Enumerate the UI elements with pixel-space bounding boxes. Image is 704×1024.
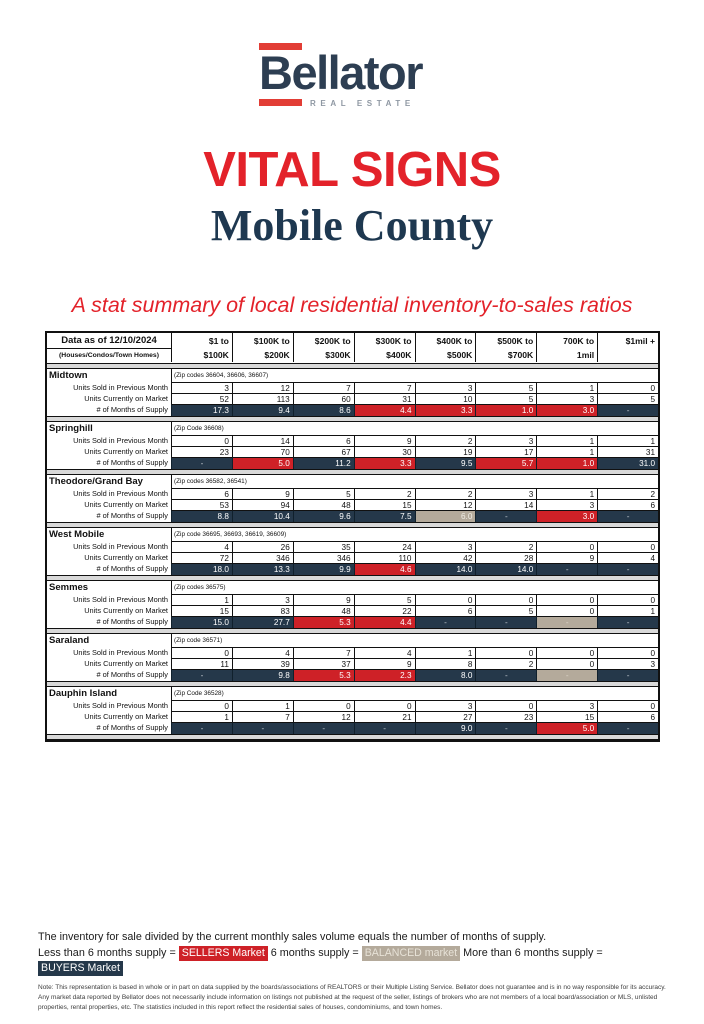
value-cell: 3 (475, 488, 536, 499)
supply-row (47, 510, 658, 522)
sold-row (47, 435, 658, 446)
value-cell: 346 (232, 552, 293, 563)
report-tagline: A stat summary of local residential inventory-to-sales ratios (71, 293, 633, 317)
value-cell: 42 (415, 552, 476, 563)
value-cell: 0 (293, 700, 354, 711)
zip-codes: (Zip codes 36604, 36606, 36607) (171, 369, 658, 382)
brand-logo-inner (238, 38, 466, 118)
row-label: Units Sold in Previous Month (73, 701, 168, 710)
section-name: Semmes (49, 582, 89, 593)
supply-row (47, 563, 658, 575)
supply-cell-buyers: 14.0 (475, 563, 536, 575)
zip-codes: (Zip codes 36575) (171, 581, 658, 594)
legend-text: 6 months supply = (267, 947, 362, 959)
value-cell: 83 (232, 605, 293, 616)
value-cell: 9 (232, 488, 293, 499)
value-cell: 60 (293, 393, 354, 404)
value-cell: 9 (536, 552, 597, 563)
value-cell: 5 (597, 393, 658, 404)
value-cell: 3 (415, 700, 476, 711)
row-label: Units Sold in Previous Month (73, 489, 168, 498)
price-range-header (536, 333, 597, 362)
value-cell: 2 (475, 658, 536, 669)
supply-cell-sellers: 1.0 (475, 404, 536, 416)
sold-row (47, 594, 658, 605)
value-cell: 4 (354, 647, 415, 658)
supply-row (47, 669, 658, 681)
value-cell: 0 (597, 541, 658, 552)
vital-signs-table (45, 331, 660, 742)
supply-cell-buyers: - (475, 510, 536, 522)
value-cell: 0 (597, 382, 658, 393)
value-cell: 0 (354, 700, 415, 711)
logo-red-bar-bottom (259, 99, 302, 106)
price-range-line2: $300K (325, 350, 351, 360)
supply-cell-buyers: 8.6 (293, 404, 354, 416)
market-row (47, 393, 658, 404)
section-separator-row (47, 734, 658, 740)
price-range-line2: $400K (386, 350, 412, 360)
value-cell: 3 (536, 499, 597, 510)
supply-cell-buyers: 9.6 (293, 510, 354, 522)
legend-badge-sellers: SELLERS Market (179, 946, 268, 961)
value-cell: 30 (354, 446, 415, 457)
price-range-header (597, 333, 658, 362)
value-cell: 6 (293, 435, 354, 446)
section-header-row (47, 475, 658, 488)
value-cell: 9 (354, 658, 415, 669)
value-cell: 3 (171, 382, 232, 393)
corner-title: Data as of 12/10/2024 (47, 333, 171, 349)
value-cell: 9 (354, 435, 415, 446)
value-cell: 0 (171, 700, 232, 711)
supply-cell-sellers: 4.6 (354, 563, 415, 575)
price-range-line2: $700K (507, 350, 534, 360)
value-cell: 0 (536, 658, 597, 669)
value-cell: 1 (597, 605, 658, 616)
value-cell: 5 (475, 382, 536, 393)
supply-cell-buyers: - (597, 616, 658, 628)
row-label: Units Sold in Previous Month (73, 648, 168, 657)
brand-name: Bellator (259, 46, 422, 99)
value-cell: 14 (232, 435, 293, 446)
market-row (47, 552, 658, 563)
supply-cell-sellers: 1.0 (536, 457, 597, 469)
legend-text: More than 6 months supply = (460, 947, 603, 959)
value-cell: 2 (475, 541, 536, 552)
supply-cell-buyers: - (597, 722, 658, 734)
supply-cell-buyers: 31.0 (597, 457, 658, 469)
value-cell: 6 (597, 499, 658, 510)
section-separator (47, 734, 658, 740)
value-cell: 0 (597, 700, 658, 711)
zip-codes: (Zip Code 36608) (171, 422, 658, 435)
value-cell: 1 (171, 711, 232, 722)
value-cell: 11 (171, 658, 232, 669)
section-name: Springhill (49, 423, 93, 434)
value-cell: 3 (232, 594, 293, 605)
market-row (47, 499, 658, 510)
value-cell: 7 (293, 647, 354, 658)
value-cell: 10 (415, 393, 476, 404)
value-cell: 7 (293, 382, 354, 393)
supply-cell-sellers: 5.3 (293, 669, 354, 681)
supply-cell-buyers: - (171, 669, 232, 681)
supply-cell-sellers: 3.3 (415, 404, 476, 416)
supply-cell-buyers: 9.5 (415, 457, 476, 469)
value-cell: 48 (293, 499, 354, 510)
price-range-line2: $200K (264, 350, 290, 360)
value-cell: 22 (354, 605, 415, 616)
supply-cell-buyers: - (354, 722, 415, 734)
price-range-line1: $300K to (375, 336, 412, 346)
price-range-header (354, 333, 415, 362)
supply-cell-buyers: - (415, 616, 476, 628)
supply-cell-buyers: 8.8 (171, 510, 232, 522)
value-cell: 0 (536, 594, 597, 605)
value-cell: 94 (232, 499, 293, 510)
value-cell: 28 (475, 552, 536, 563)
price-range-header (232, 333, 293, 362)
supply-cell-sellers: 3.0 (536, 404, 597, 416)
row-label: Units Currently on Market (84, 394, 168, 403)
value-cell: 37 (293, 658, 354, 669)
value-cell: 1 (536, 382, 597, 393)
value-cell: 2 (415, 435, 476, 446)
report-region: Mobile County (210, 201, 494, 250)
value-cell: 0 (475, 647, 536, 658)
value-cell: 26 (232, 541, 293, 552)
supply-cell-buyers: 7.5 (354, 510, 415, 522)
sold-row (47, 541, 658, 552)
value-cell: 346 (293, 552, 354, 563)
value-cell: 0 (597, 647, 658, 658)
value-cell: 72 (171, 552, 232, 563)
row-label: # of Months of Supply (96, 723, 168, 732)
supply-cell-buyers: 9.8 (232, 669, 293, 681)
row-label: Units Sold in Previous Month (73, 542, 168, 551)
value-cell: 27 (415, 711, 476, 722)
value-cell: 15 (171, 605, 232, 616)
section-header-row (47, 687, 658, 700)
price-range-header (415, 333, 476, 362)
value-cell: 0 (475, 700, 536, 711)
supply-cell-sellers: 4.4 (354, 616, 415, 628)
price-range-line1: $400K to (436, 336, 473, 346)
row-label: # of Months of Supply (96, 405, 168, 414)
value-cell: 0 (536, 647, 597, 658)
supply-cell-sellers: 5.0 (232, 457, 293, 469)
supply-row (47, 404, 658, 416)
row-label: Units Currently on Market (84, 500, 168, 509)
price-range-header (475, 333, 536, 362)
disclaimer-note: Note: This representation is based in whole or in part on data supplied by the boards/associations of REALTORS or their Multiple Listing Service. Bellator does not guarantee and is in no way responsible for its accuracy. Any market data reported by Bellator does not necessarily include information on listings not published at the request of the seller, listings of brokers who are not members of a local board/association or MLS, unlisted properties, rental properties, etc. The statistics included in this report reflect the residential sales of houses, condominiums, and town homes. (38, 984, 666, 1012)
row-label: # of Months of Supply (96, 564, 168, 573)
row-label: Units Sold in Previous Month (73, 436, 168, 445)
supply-cell-buyers: - (475, 722, 536, 734)
row-label: Units Currently on Market (84, 659, 168, 668)
table-header-row (47, 333, 658, 363)
value-cell: 14 (475, 499, 536, 510)
value-cell: 0 (415, 594, 476, 605)
value-cell: 12 (415, 499, 476, 510)
market-row (47, 605, 658, 616)
price-range-line1: $100K to (253, 336, 290, 346)
supply-cell-buyers: 15.0 (171, 616, 232, 628)
row-label: Units Sold in Previous Month (73, 383, 168, 392)
row-label: Units Currently on Market (84, 553, 168, 562)
supply-cell-buyers: - (475, 616, 536, 628)
value-cell: 7 (354, 382, 415, 393)
section-header-row (47, 528, 658, 541)
supply-cell-buyers: - (597, 510, 658, 522)
value-cell: 1 (536, 446, 597, 457)
value-cell: 39 (232, 658, 293, 669)
value-cell: 3 (536, 393, 597, 404)
value-cell: 3 (415, 541, 476, 552)
supply-cell-buyers: - (232, 722, 293, 734)
value-cell: 53 (171, 499, 232, 510)
market-row (47, 658, 658, 669)
value-cell: 8 (415, 658, 476, 669)
price-range-header (171, 333, 232, 362)
market-legend (38, 946, 678, 976)
section-header-row (47, 634, 658, 647)
value-cell: 110 (354, 552, 415, 563)
zip-codes: (Zip Code 36528) (171, 687, 658, 700)
supply-row (47, 722, 658, 734)
supply-cell-buyers: 18.0 (171, 563, 232, 575)
price-range-line2: $100K (203, 350, 229, 360)
value-cell: 6 (171, 488, 232, 499)
supply-cell-buyers: 9.9 (293, 563, 354, 575)
legend-text: Less than 6 months supply = (38, 947, 179, 959)
value-cell: 70 (232, 446, 293, 457)
brand-logo (0, 38, 704, 118)
section-name: West Mobile (49, 529, 105, 540)
sold-row (47, 647, 658, 658)
value-cell: 4 (171, 541, 232, 552)
value-cell: 12 (293, 711, 354, 722)
zip-codes: (Zip codes 36582, 36541) (171, 475, 658, 488)
price-range-line1: $1 to (208, 336, 229, 346)
value-cell: 67 (293, 446, 354, 457)
value-cell: 6 (415, 605, 476, 616)
supply-cell-balanced: - (536, 616, 597, 628)
value-cell: 5 (475, 605, 536, 616)
supply-cell-buyers: - (475, 669, 536, 681)
value-cell: 21 (354, 711, 415, 722)
value-cell: 3 (597, 658, 658, 669)
value-cell: 2 (354, 488, 415, 499)
value-cell: 31 (597, 446, 658, 457)
supply-cell-buyers: - (597, 669, 658, 681)
row-label: # of Months of Supply (96, 617, 168, 626)
price-range-line2: 1mil (576, 350, 595, 360)
supply-cell-sellers: 3.0 (536, 510, 597, 522)
value-cell: 19 (415, 446, 476, 457)
value-cell: 17 (475, 446, 536, 457)
value-cell: 1 (171, 594, 232, 605)
value-cell: 7 (232, 711, 293, 722)
supply-definition-text: The inventory for sale divided by the current monthly sales volume equals the number of months of supply. (38, 931, 547, 943)
supply-cell-buyers: 27.7 (232, 616, 293, 628)
zip-codes: (Zip code 36695, 36693, 36619, 36609) (171, 528, 658, 541)
value-cell: 52 (171, 393, 232, 404)
supply-cell-buyers: - (171, 722, 232, 734)
value-cell: 3 (475, 435, 536, 446)
value-cell: 23 (475, 711, 536, 722)
value-cell: 2 (415, 488, 476, 499)
supply-cell-buyers: - (293, 722, 354, 734)
value-cell: 35 (293, 541, 354, 552)
supply-cell-buyers: 17.3 (171, 404, 232, 416)
value-cell: 1 (232, 700, 293, 711)
value-cell: 31 (354, 393, 415, 404)
supply-row (47, 457, 658, 469)
row-label: Units Currently on Market (84, 447, 168, 456)
supply-cell-sellers: 4.4 (354, 404, 415, 416)
supply-cell-buyers: 13.3 (232, 563, 293, 575)
value-cell: 3 (415, 382, 476, 393)
supply-cell-buyers: - (536, 563, 597, 575)
supply-cell-buyers: - (171, 457, 232, 469)
supply-cell-sellers: 5.7 (475, 457, 536, 469)
value-cell: 4 (597, 552, 658, 563)
market-row (47, 446, 658, 457)
supply-cell-buyers: 9.4 (232, 404, 293, 416)
supply-cell-balanced: 6.0 (415, 510, 476, 522)
supply-cell-sellers: 5.3 (293, 616, 354, 628)
zip-codes: (Zip code 36571) (171, 634, 658, 647)
value-cell: 12 (232, 382, 293, 393)
row-label: # of Months of Supply (96, 511, 168, 520)
price-range-line1: $200K to (314, 336, 351, 346)
supply-cell-buyers: 11.2 (293, 457, 354, 469)
supply-cell-buyers: - (597, 404, 658, 416)
value-cell: 24 (354, 541, 415, 552)
row-label: Units Currently on Market (84, 712, 168, 721)
value-cell: 15 (354, 499, 415, 510)
report-footer (38, 931, 678, 1013)
supply-cell-sellers: 3.3 (354, 457, 415, 469)
price-range-line1: $500K to (497, 336, 534, 346)
value-cell: 1 (415, 647, 476, 658)
section-name: Dauphin Island (49, 688, 118, 699)
section-header-row (47, 369, 658, 382)
price-range-header (293, 333, 354, 362)
section-name: Midtown (49, 370, 88, 381)
supply-cell-buyers: 14.0 (415, 563, 476, 575)
value-cell: 0 (171, 647, 232, 658)
sold-row (47, 488, 658, 499)
value-cell: 0 (536, 541, 597, 552)
section-header-row (47, 422, 658, 435)
price-range-line1: 700K to (563, 336, 595, 346)
value-cell: 5 (354, 594, 415, 605)
supply-cell-buyers: - (597, 563, 658, 575)
value-cell: 6 (597, 711, 658, 722)
section-name: Saraland (49, 635, 90, 646)
value-cell: 48 (293, 605, 354, 616)
value-cell: 113 (232, 393, 293, 404)
price-range-line2: $500K (447, 350, 473, 360)
section-name: Theodore/Grand Bay (49, 476, 143, 487)
row-label: Units Sold in Previous Month (73, 595, 168, 604)
supply-cell-sellers: 5.0 (536, 722, 597, 734)
value-cell: 2 (597, 488, 658, 499)
value-cell: 0 (597, 594, 658, 605)
value-cell: 1 (597, 435, 658, 446)
price-range-line1: $1mil + (625, 336, 655, 346)
value-cell: 5 (293, 488, 354, 499)
value-cell: 9 (293, 594, 354, 605)
value-cell: 4 (232, 647, 293, 658)
value-cell: 0 (475, 594, 536, 605)
value-cell: 0 (171, 435, 232, 446)
supply-cell-buyers: 8.0 (415, 669, 476, 681)
table-corner-cell (47, 333, 171, 363)
value-cell: 5 (475, 393, 536, 404)
value-cell: 23 (171, 446, 232, 457)
supply-cell-sellers: 2.3 (354, 669, 415, 681)
corner-subtitle: (Houses/Condos/Town Homes) (59, 352, 159, 359)
row-label: # of Months of Supply (96, 458, 168, 467)
legend-badge-buyers: BUYERS Market (38, 961, 123, 976)
supply-cell-buyers: 10.4 (232, 510, 293, 522)
report-title: VITAL SIGNS (203, 143, 501, 197)
value-cell: 15 (536, 711, 597, 722)
row-label: Units Currently on Market (84, 606, 168, 615)
value-cell: 1 (536, 488, 597, 499)
supply-row (47, 616, 658, 628)
value-cell: 0 (536, 605, 597, 616)
row-label: # of Months of Supply (96, 670, 168, 679)
sold-row (47, 382, 658, 393)
legend-badge-balanced: BALANCED market (362, 946, 460, 961)
value-cell: 1 (536, 435, 597, 446)
section-header-row (47, 581, 658, 594)
supply-cell-balanced: - (536, 669, 597, 681)
supply-cell-buyers: 9.0 (415, 722, 476, 734)
value-cell: 3 (536, 700, 597, 711)
market-row (47, 711, 658, 722)
sold-row (47, 700, 658, 711)
brand-tagline: REAL ESTATE (310, 99, 415, 108)
